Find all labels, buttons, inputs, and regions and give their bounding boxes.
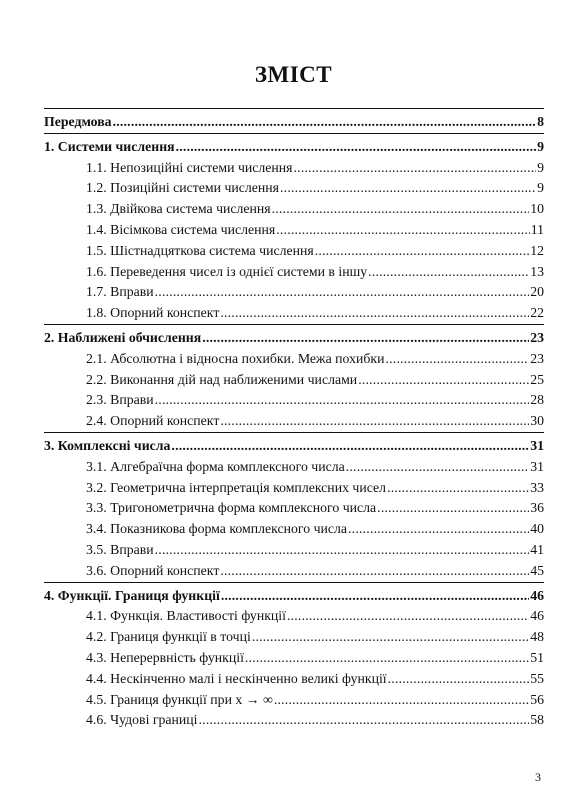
dot-leader: [155, 390, 530, 411]
toc-entry-page: 31: [530, 437, 544, 453]
toc-chapter-entry[interactable]: [44, 328, 544, 349]
toc-section-entry[interactable]: [44, 241, 544, 262]
dot-leader: [245, 648, 529, 669]
toc-section-entry[interactable]: [44, 648, 544, 669]
toc-entry-label: 1.7. Вправи: [86, 284, 154, 300]
toc-entry-page: 55: [530, 670, 544, 686]
dot-leader: [388, 669, 530, 690]
toc-section-entry[interactable]: [44, 390, 544, 411]
dot-leader: [274, 690, 529, 711]
toc-entry-label: 4.4. Нескінченно малі і нескінченно великі функції: [86, 670, 387, 686]
toc-entry-page: 8: [537, 114, 544, 129]
toc-entry-page: 28: [530, 392, 544, 408]
dot-leader: [176, 137, 536, 158]
toc-chapter-entry[interactable]: [44, 436, 544, 457]
toc-section-entry[interactable]: [44, 158, 544, 179]
dot-leader: [155, 540, 530, 561]
toc-entry-label: 3.6. Опорний конспект: [86, 562, 220, 578]
dot-leader: [315, 241, 530, 262]
dot-leader: [221, 586, 529, 607]
dot-leader: [287, 606, 529, 627]
toc-entry-page: 46: [530, 587, 544, 603]
toc-entry-label: 4.3. Неперервність функції: [86, 649, 244, 665]
toc-chapter-entry[interactable]: [44, 586, 544, 607]
toc-section-entry[interactable]: [44, 519, 544, 540]
toc-entry-page: 12: [530, 242, 544, 258]
toc-entry-label: 1.1. Непозиційні системи числення: [86, 159, 293, 175]
toc-entry-label: 3.5. Вправи: [86, 541, 154, 557]
dot-leader: [368, 262, 529, 283]
dot-leader: [155, 282, 530, 303]
toc-entry-label: 3.2. Геометрична інтерпретація комплексних чисел: [86, 479, 387, 495]
toc-entry-page: 23: [530, 350, 544, 366]
dot-leader: [171, 436, 529, 457]
toc-entry-label: 1.3. Двійкова система числення: [86, 201, 271, 217]
toc-entry-page: 31: [530, 458, 544, 474]
dot-leader: [220, 411, 529, 432]
page-number: 3: [535, 770, 541, 784]
toc-section-entry[interactable]: [44, 561, 544, 582]
dot-leader: [294, 158, 537, 179]
dot-leader: [280, 178, 536, 199]
toc-entry-page: 10: [530, 201, 544, 217]
toc-entry-label: Передмова: [44, 114, 112, 129]
toc-entry-page: 30: [530, 413, 544, 429]
toc-entry-page: 40: [530, 521, 544, 537]
toc-section-entry[interactable]: [44, 282, 544, 303]
toc-entry-label: 1.4. Вісімкова система числення: [86, 221, 276, 237]
dot-leader: [252, 627, 529, 648]
toc-entry-label: 1.6. Переведення чисел із однієї системи в іншу: [86, 263, 368, 279]
toc-entry-page: 13: [530, 263, 544, 279]
toc-entry-page: 9: [537, 138, 544, 154]
toc-entry-label: 2.2. Виконання дій над наближеними числами: [86, 371, 358, 387]
toc-entry-label: 2. Наближені обчислення: [44, 329, 202, 345]
dot-leader: [199, 710, 530, 731]
dot-leader: [220, 561, 529, 582]
toc-entry-page: 9: [537, 180, 544, 196]
toc-section-entry[interactable]: [44, 498, 544, 519]
toc-section-entry[interactable]: [44, 262, 544, 283]
dot-leader: [220, 303, 529, 324]
table-of-contents: [44, 108, 544, 731]
dot-leader: [386, 349, 530, 370]
toc-entry-page: 46: [530, 608, 544, 624]
dot-leader: [272, 199, 530, 220]
toc-entry-page: 22: [530, 305, 544, 321]
toc-entry-page: 20: [530, 284, 544, 300]
toc-entry-label: 2.4. Опорний конспект: [86, 413, 220, 429]
toc-entry-page: 25: [530, 371, 544, 387]
toc-chapter-entry[interactable]: [44, 112, 544, 133]
dot-leader: [377, 498, 529, 519]
toc-section-entry[interactable]: [44, 710, 544, 731]
toc-entry-label: 1.5. Шістнадцяткова система числення: [86, 242, 314, 258]
dot-leader: [202, 328, 529, 349]
toc-section-entry[interactable]: [44, 303, 544, 324]
toc-entry-page: 33: [530, 479, 544, 495]
toc-entry-page: 51: [530, 649, 544, 665]
toc-section-entry[interactable]: [44, 457, 544, 478]
toc-section-entry[interactable]: [44, 178, 544, 199]
toc-entry-page: 41: [530, 541, 544, 557]
toc-chapter-entry[interactable]: [44, 137, 544, 158]
toc-section-entry[interactable]: [44, 370, 544, 391]
toc-entry-page: 23: [530, 329, 544, 345]
dot-leader: [348, 519, 529, 540]
toc-entry-label: 3.4. Показникова форма комплексного числа: [86, 521, 348, 537]
toc-section-entry[interactable]: [44, 627, 544, 648]
toc-section-entry[interactable]: [44, 540, 544, 561]
toc-section-entry[interactable]: [44, 411, 544, 432]
toc-entry-label: 4.1. Функція. Властивості функції: [86, 608, 286, 624]
page-title: ЗМІСТ: [254, 62, 333, 87]
toc-entry-page: 45: [530, 562, 544, 578]
toc-entry-label: 2.3. Вправи: [86, 392, 154, 408]
toc-section-entry[interactable]: [44, 199, 544, 220]
dot-leader: [358, 370, 529, 391]
toc-entry-label: 1.2. Позиційні системи числення: [86, 180, 280, 196]
toc-entry-label: 3. Комплексні числа: [44, 437, 171, 453]
toc-section-entry[interactable]: [44, 669, 544, 690]
toc-entry-label: 3.3. Тригонометрична форма комплексного числа: [86, 500, 377, 516]
toc-section-entry[interactable]: [44, 478, 544, 499]
toc-entry-label: 4. Функції. Границя функції: [44, 587, 220, 603]
toc-section-entry[interactable]: [44, 349, 544, 370]
toc-entry-label: 1. Системи числення: [44, 138, 175, 154]
dot-leader: [387, 478, 529, 499]
dot-leader: [276, 220, 529, 241]
toc-entry-label: 1.8. Опорний конспект: [86, 305, 220, 321]
dot-leader: [346, 457, 529, 478]
toc-entry-page: 9: [537, 159, 544, 175]
toc-entry-page: 48: [530, 629, 544, 645]
toc-entry-label: 2.1. Абсолютна і відносна похибки. Межа похибки: [86, 350, 385, 366]
toc-entry-label: 3.1. Алгебраїчна форма комплексного числа: [86, 458, 345, 474]
dot-leader: [113, 112, 537, 133]
toc-section-entry[interactable]: [44, 606, 544, 627]
toc-entry-label: 4.6. Чудові границі: [86, 712, 198, 728]
toc-entry-page: 11: [530, 221, 544, 237]
toc-section-entry[interactable]: [44, 690, 544, 711]
toc-section-entry[interactable]: [44, 220, 544, 241]
toc-entry-page: 36: [530, 500, 544, 516]
toc-entry-page: 58: [530, 712, 544, 728]
toc-entry-label: 4.2. Границя функції в точці: [86, 629, 251, 645]
toc-entry-page: 56: [530, 691, 544, 707]
toc-entry-label: 4.5. Границя функції при x → ∞: [86, 691, 273, 707]
